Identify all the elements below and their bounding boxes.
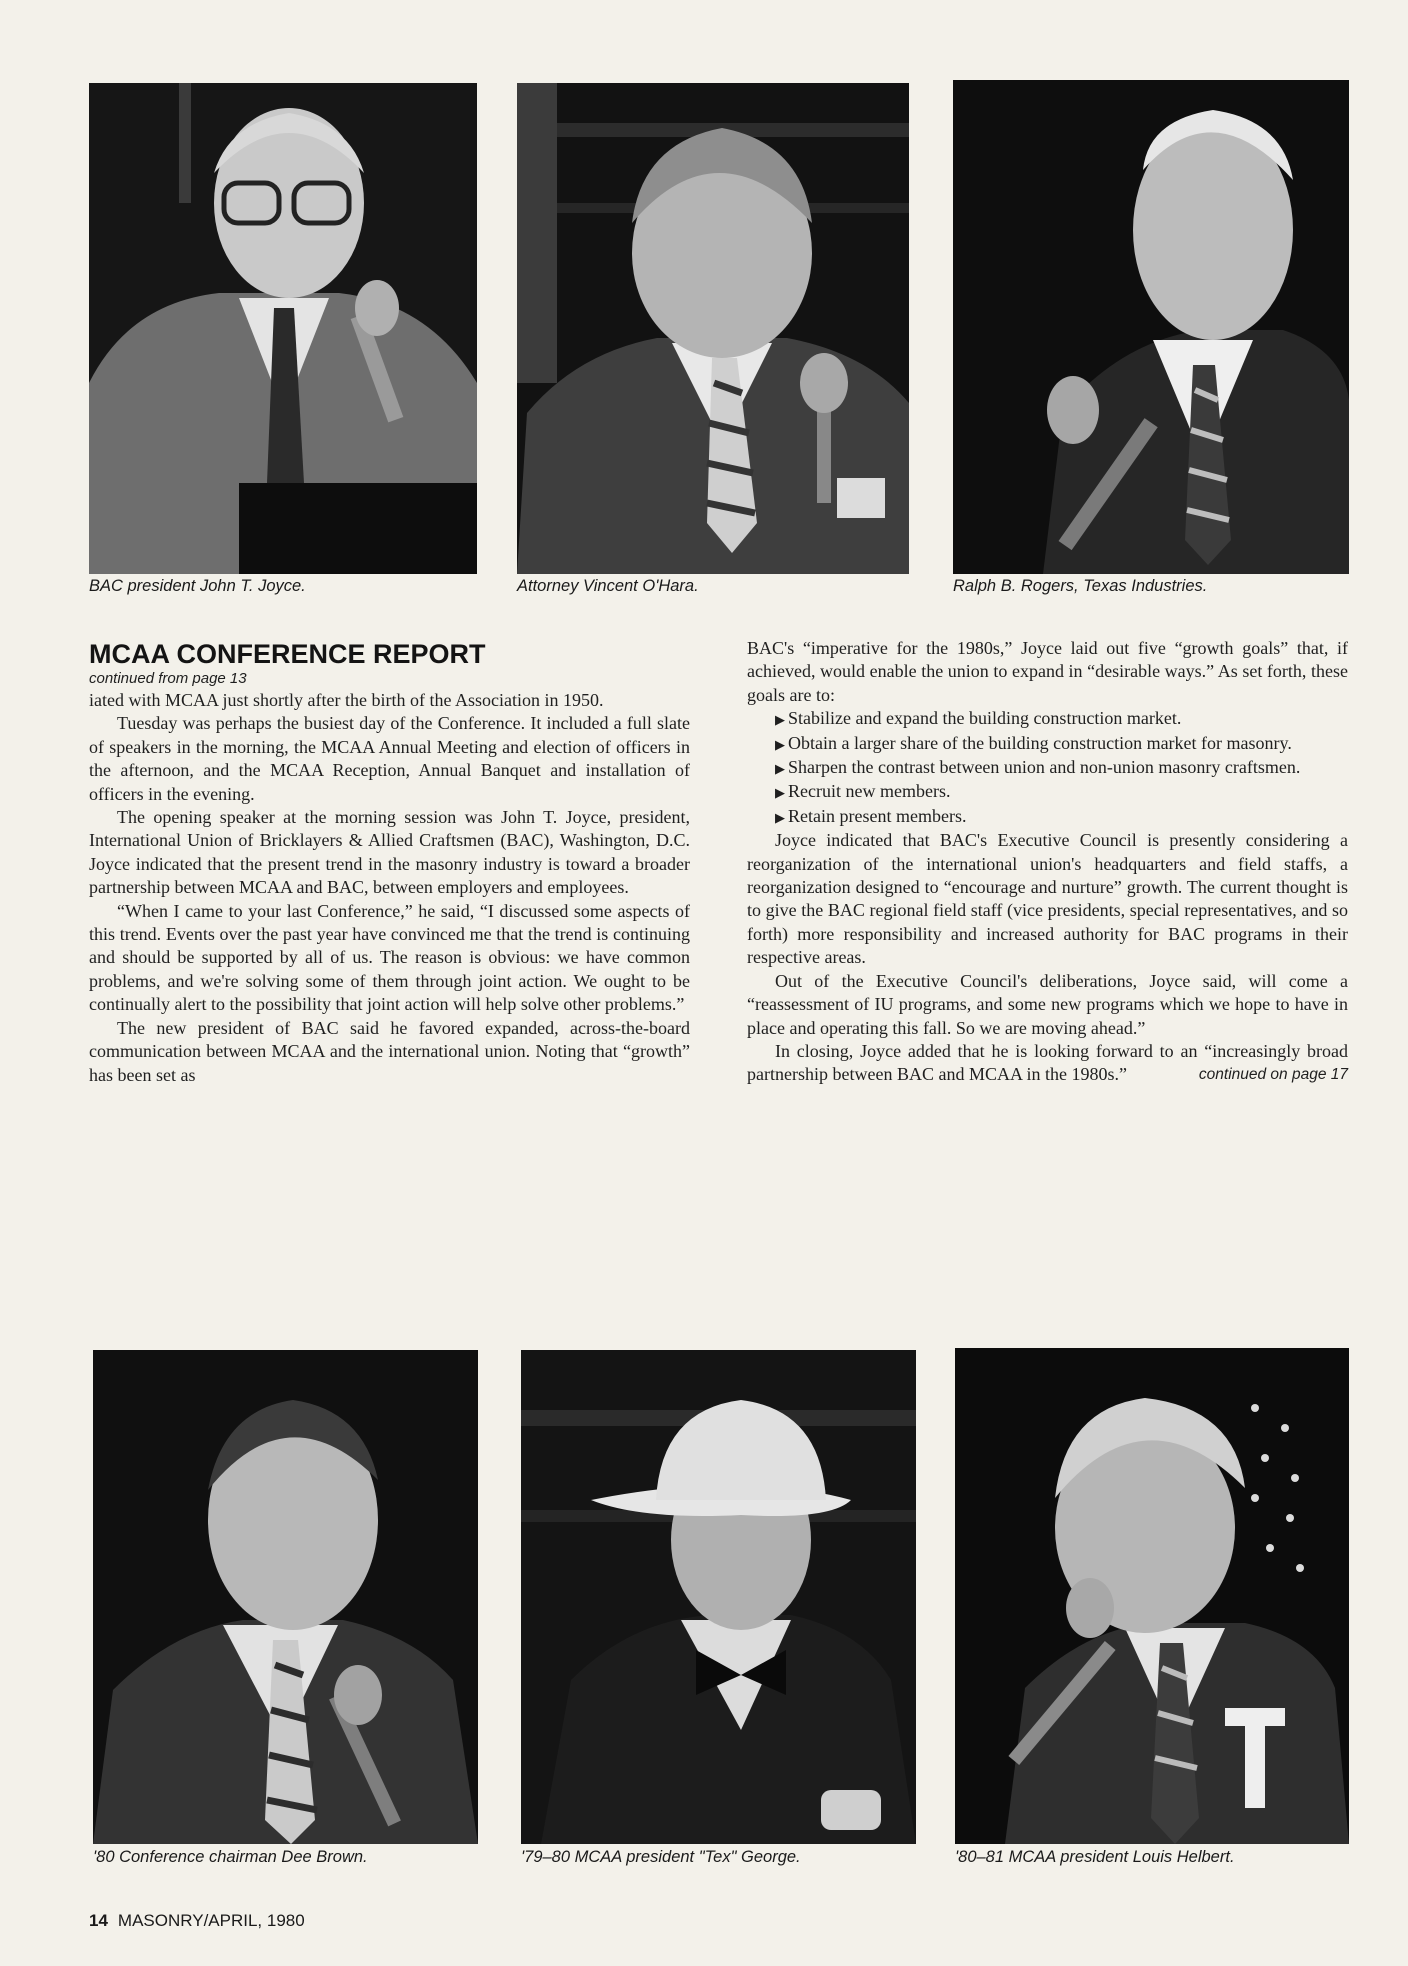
photo-john-joyce xyxy=(89,83,477,574)
paragraph: The new president of BAC said he favored expanded, across-the-board communication between MCAA and the international union. Noting that “growth” has been set as xyxy=(89,1017,690,1085)
goal-text: Retain present members. xyxy=(788,805,967,826)
paragraph: “When I came to your last Conference,” he said, “I discussed some aspects of this trend. Events over the past year have convinced me that the trend is continuing and should be supported by all of us. The reason is obvious: we have common problems, and we're solving some of them through joint action. We ought to be continually alert to the possibility that joint action will help solve other problems.” xyxy=(89,900,690,1015)
speaker-portrait-image xyxy=(89,83,477,574)
speaker-portrait-image xyxy=(521,1350,916,1844)
caption-dee-brown: '80 Conference chairman Dee Brown. xyxy=(93,1848,368,1866)
article-column-1 xyxy=(89,639,690,1087)
paragraph: The opening speaker at the morning session was John T. Joyce, president, International Union of Bricklayers & Allied Craftsmen (BAC), Washington, D.C. Joyce indicated that the present trend in the masonry industry is toward a broader partnership between MCAA and BAC, between employers and employees. xyxy=(89,807,690,898)
caption-louis-helbert: '80–81 MCAA president Louis Helbert. xyxy=(955,1848,1235,1866)
triangle-bullet-icon: ▶ xyxy=(775,785,785,801)
goal-text: Stabilize and expand the building construction market. xyxy=(788,708,1182,729)
goal-item xyxy=(747,805,1348,829)
caption-vincent-ohara: Attorney Vincent O'Hara. xyxy=(517,577,699,595)
triangle-bullet-icon: ▶ xyxy=(775,712,785,728)
photo-louis-helbert xyxy=(955,1348,1349,1844)
paragraph: iated with MCAA just shortly after the birth of the Association in 1950. xyxy=(89,690,604,710)
photo-vincent-ohara xyxy=(517,83,909,574)
paragraph: BAC's “imperative for the 1980s,” Joyce laid out five “growth goals” that, if achieved, would enable the union to expand in “desirable ways.” As set forth, these goals are to: xyxy=(747,638,1348,705)
goal-item xyxy=(747,732,1348,756)
triangle-bullet-icon: ▶ xyxy=(775,809,785,825)
photo-tex-george xyxy=(521,1350,916,1844)
article-column-2 xyxy=(747,637,1348,1087)
article-title: MCAA CONFERENCE REPORT xyxy=(89,639,486,669)
triangle-bullet-icon: ▶ xyxy=(775,761,785,777)
speaker-portrait-image xyxy=(955,1348,1349,1844)
page-footer xyxy=(89,1911,305,1931)
goal-item xyxy=(747,707,1348,731)
caption-ralph-rogers: Ralph B. Rogers, Texas Industries. xyxy=(953,577,1208,595)
goal-item xyxy=(747,780,1348,804)
caption-john-joyce: BAC president John T. Joyce. xyxy=(89,577,306,595)
paragraph: Out of the Executive Council's deliberations, Joyce said, will come a “reassessment of IU programs, and some new programs which we hope to have in place and operating this fall. So we are moving ahead.” xyxy=(747,970,1348,1038)
continued-on-note: continued on page 17 xyxy=(1198,1066,1348,1084)
paragraph: Tuesday was perhaps the busiest day of the Conference. It included a full slate of speakers in the morning, the MCAA Annual Meeting and election of officers in the afternoon, and the MCAA Reception, Annual Banquet and installation of officers in the evening. xyxy=(89,713,690,804)
speaker-portrait-image xyxy=(517,83,909,574)
triangle-bullet-icon: ▶ xyxy=(775,736,785,752)
goal-text: Obtain a larger share of the building construction market for masonry. xyxy=(788,732,1292,753)
photo-dee-brown xyxy=(93,1350,478,1844)
closing-text: In closing, Joyce added that he is looking forward to an “increasingly broad partnership between BAC and MCAA in the 1980s.” xyxy=(747,1040,1348,1085)
paragraph xyxy=(747,1040,1348,1087)
publication-line: MASONRY/APRIL, 1980 xyxy=(117,1911,305,1930)
speaker-portrait-image xyxy=(93,1350,478,1844)
page-number: 14 xyxy=(89,1911,108,1930)
goal-text: Recruit new members. xyxy=(788,781,951,802)
paragraph: Joyce indicated that BAC's Executive Council is presently considering a reorganization of the international union's headquarters and field staffs, a reorganization designed to “encourage and nurture” growth. The current thought is to give the BAC regional field staff (vice presidents, special representatives, and so forth) more responsibility and increased authority for BAC programs in their respective areas. xyxy=(747,830,1348,968)
speaker-portrait-image xyxy=(953,80,1349,574)
goal-text: Sharpen the contrast between union and non-union masonry craftsmen. xyxy=(788,757,1301,778)
continued-from-note: continued from page 13 xyxy=(89,670,247,687)
caption-tex-george: '79–80 MCAA president "Tex" George. xyxy=(521,1848,801,1866)
goal-item xyxy=(747,756,1348,780)
photo-ralph-rogers xyxy=(953,80,1349,574)
